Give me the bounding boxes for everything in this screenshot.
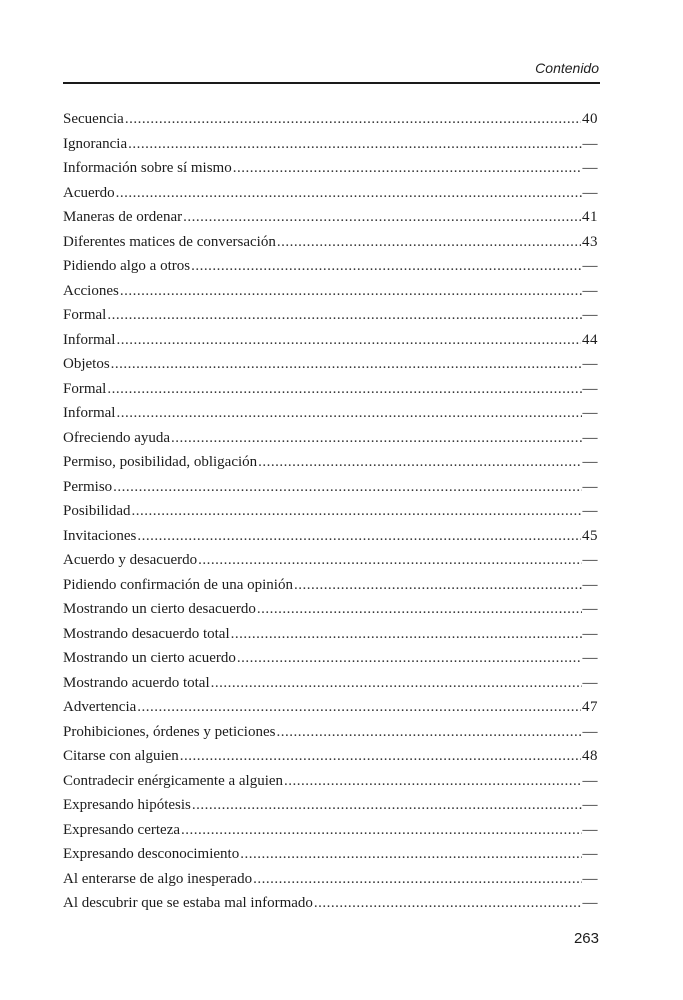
toc-entry bbox=[63, 377, 598, 402]
toc-entry-page: — bbox=[582, 674, 598, 691]
running-head-title: Contenido bbox=[535, 60, 599, 76]
toc-entry bbox=[63, 254, 598, 279]
dot-leader bbox=[191, 254, 581, 279]
toc-entry-page: 44 bbox=[582, 331, 598, 348]
toc-entry-title: Formal bbox=[63, 380, 107, 397]
toc-entry bbox=[63, 891, 598, 916]
toc-entry-page: — bbox=[582, 429, 598, 446]
toc-entry-page: — bbox=[582, 821, 598, 838]
toc-entry bbox=[63, 744, 598, 769]
header-rule bbox=[63, 82, 600, 84]
dot-leader bbox=[111, 352, 582, 377]
toc-entry-page: — bbox=[582, 503, 598, 519]
toc-entry-title: Mostrando acuerdo total bbox=[63, 674, 210, 691]
toc-entry bbox=[63, 818, 598, 843]
toc-entry-title: Objetos bbox=[63, 356, 110, 372]
dot-leader bbox=[314, 891, 582, 916]
toc-entry-title: Expresando certeza bbox=[63, 821, 181, 838]
dot-leader bbox=[253, 867, 581, 892]
dot-leader bbox=[137, 524, 581, 549]
toc-entry bbox=[63, 450, 598, 475]
toc-entry bbox=[63, 867, 598, 892]
dot-leader bbox=[192, 793, 582, 818]
toc-entry-title: Posibilidad bbox=[63, 503, 131, 519]
toc-entry-page: — bbox=[582, 307, 598, 323]
dot-leader bbox=[183, 205, 581, 230]
toc-entry bbox=[63, 205, 598, 230]
dot-leader bbox=[180, 744, 581, 769]
toc-entry-title: Mostrando un cierto desacuerdo bbox=[63, 601, 256, 617]
dot-leader bbox=[181, 818, 581, 843]
toc-entry bbox=[63, 622, 598, 647]
toc-entry bbox=[63, 499, 598, 524]
dot-leader bbox=[284, 769, 581, 794]
toc-entry-title: Mostrando desacuerdo total bbox=[63, 625, 230, 642]
dot-leader bbox=[258, 450, 581, 475]
toc-entry bbox=[63, 695, 598, 720]
toc-entry-title: Acciones bbox=[63, 282, 119, 299]
toc-entry-page: — bbox=[582, 478, 598, 495]
toc-entry-page: 47 bbox=[582, 699, 598, 715]
toc-entry bbox=[63, 303, 598, 328]
toc-entry bbox=[63, 328, 598, 353]
toc-entry-title: Al descubrir que se estaba mal informado bbox=[63, 895, 313, 911]
toc-entry-page: 41 bbox=[582, 209, 598, 225]
toc-entry bbox=[63, 842, 598, 867]
toc-entry-title: Información sobre sí mismo bbox=[63, 160, 232, 176]
toc-entry-title: Permiso bbox=[63, 478, 113, 495]
toc-entry-title: Al enterarse de algo inesperado bbox=[63, 870, 253, 887]
dot-leader bbox=[107, 303, 581, 328]
toc-entry-title: Invitaciones bbox=[63, 527, 137, 544]
dot-leader bbox=[113, 475, 581, 500]
toc-entry-title: Maneras de ordenar bbox=[63, 209, 183, 225]
toc-entry-page: — bbox=[582, 135, 598, 152]
dot-leader bbox=[116, 328, 581, 353]
toc-entry-title: Prohibiciones, órdenes y peticiones bbox=[63, 723, 276, 740]
toc-entry-title: Acuerdo bbox=[63, 184, 115, 201]
toc-entry-title: Citarse con alguien bbox=[63, 748, 179, 764]
toc-entry-page: — bbox=[582, 454, 598, 470]
toc-entry-title: Diferentes matices de conversación bbox=[63, 233, 276, 250]
dot-leader bbox=[233, 156, 582, 181]
toc-entry bbox=[63, 671, 598, 696]
dot-leader bbox=[237, 646, 582, 671]
dot-leader bbox=[116, 181, 582, 206]
toc-entry-page: — bbox=[582, 650, 598, 666]
toc-entry-page: — bbox=[582, 160, 598, 176]
toc-entry bbox=[63, 475, 598, 500]
toc-entry bbox=[63, 279, 598, 304]
dot-leader bbox=[125, 107, 581, 132]
toc-entry bbox=[63, 769, 598, 794]
dot-leader bbox=[171, 426, 581, 451]
toc-entry-page: — bbox=[582, 625, 598, 642]
dot-leader bbox=[120, 279, 582, 304]
toc-entry bbox=[63, 352, 598, 377]
dot-leader bbox=[137, 695, 581, 720]
toc-entry bbox=[63, 156, 598, 181]
toc-entry-page: — bbox=[582, 846, 598, 862]
dot-leader bbox=[116, 401, 581, 426]
dot-leader bbox=[211, 671, 582, 696]
toc-entry-page: — bbox=[582, 772, 598, 789]
dot-leader bbox=[198, 548, 581, 573]
dot-leader bbox=[132, 499, 582, 524]
toc-entry-page: — bbox=[582, 723, 598, 740]
toc-entry-page: — bbox=[582, 870, 598, 887]
toc-entry bbox=[63, 107, 598, 132]
toc-entry bbox=[63, 793, 598, 818]
toc-entry bbox=[63, 132, 598, 157]
toc-entry-page: — bbox=[582, 258, 598, 274]
toc-entry bbox=[63, 548, 598, 573]
toc-entry-page: 40 bbox=[582, 111, 598, 127]
dot-leader bbox=[257, 597, 582, 622]
dot-leader bbox=[276, 720, 581, 745]
toc-entry bbox=[63, 597, 598, 622]
toc-entry-title: Expresando hipótesis bbox=[63, 797, 191, 813]
dot-leader bbox=[128, 132, 581, 157]
dot-leader bbox=[107, 377, 581, 402]
toc-entry-title: Mostrando un cierto acuerdo bbox=[63, 650, 236, 666]
toc-entry-title: Informal bbox=[63, 331, 116, 348]
toc-entry-title: Informal bbox=[63, 405, 116, 421]
toc-entry-page: 45 bbox=[582, 527, 598, 544]
toc-entry bbox=[63, 524, 598, 549]
toc-entry-title: Pidiendo confirmación de una opinión bbox=[63, 576, 293, 593]
toc-entry bbox=[63, 646, 598, 671]
toc-entry-title: Secuencia bbox=[63, 111, 124, 127]
toc-entry-title: Permiso, posibilidad, obligación bbox=[63, 454, 258, 470]
toc-entry-page: — bbox=[582, 552, 598, 568]
toc-entry bbox=[63, 426, 598, 451]
toc-entry-page: — bbox=[582, 895, 598, 911]
toc-entry bbox=[63, 573, 598, 598]
toc-entry-page: — bbox=[582, 601, 598, 617]
toc-entry-page: — bbox=[582, 576, 598, 593]
dot-leader bbox=[294, 573, 582, 598]
dot-leader bbox=[231, 622, 582, 647]
toc-entry-title: Acuerdo y desacuerdo bbox=[63, 552, 198, 568]
table-of-contents bbox=[63, 107, 598, 916]
dot-leader bbox=[277, 230, 581, 255]
toc-entry-page: — bbox=[582, 380, 598, 397]
toc-entry-title: Pidiendo algo a otros bbox=[63, 258, 191, 274]
toc-entry bbox=[63, 401, 598, 426]
toc-entry bbox=[63, 720, 598, 745]
toc-entry-title: Ofreciendo ayuda bbox=[63, 429, 171, 446]
toc-entry-title: Formal bbox=[63, 307, 107, 323]
toc-entry-page: 43 bbox=[582, 233, 598, 250]
toc-entry-page: — bbox=[582, 282, 598, 299]
toc-entry-title: Ignorancia bbox=[63, 135, 128, 152]
page-number: 263 bbox=[573, 930, 599, 947]
toc-entry-title: Contradecir enérgicamente a alguien bbox=[63, 772, 284, 789]
toc-entry-page: — bbox=[582, 356, 598, 372]
dot-leader bbox=[240, 842, 581, 867]
toc-entry bbox=[63, 230, 598, 255]
toc-entry-page: — bbox=[582, 405, 598, 421]
toc-entry-page: 48 bbox=[582, 748, 598, 764]
toc-entry-title: Expresando desconocimiento bbox=[63, 846, 240, 862]
toc-entry-title: Advertencia bbox=[63, 699, 137, 715]
toc-entry bbox=[63, 181, 598, 206]
toc-entry-page: — bbox=[582, 184, 598, 201]
toc-entry-page: — bbox=[582, 797, 598, 813]
